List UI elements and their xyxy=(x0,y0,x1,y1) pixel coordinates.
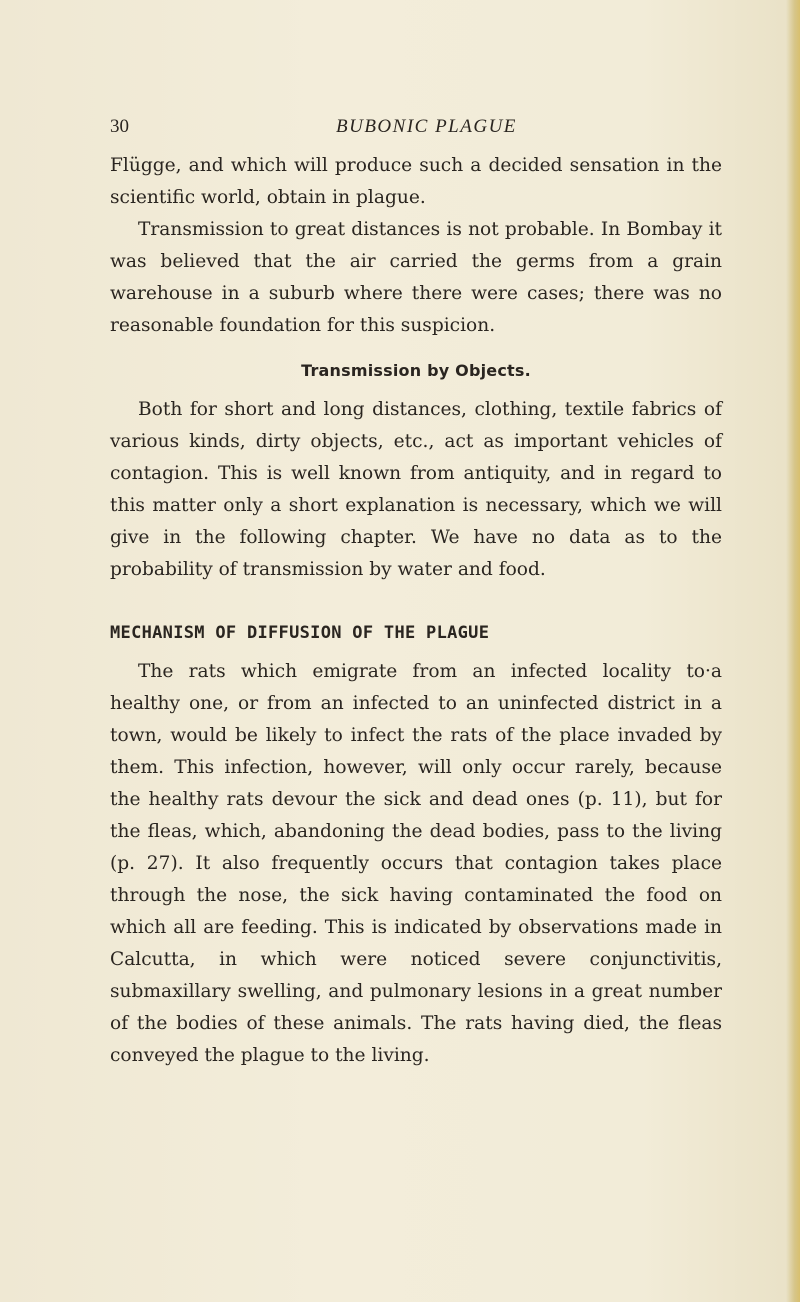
running-title: BUBONIC PLAGUE xyxy=(336,116,517,137)
page-content xyxy=(110,150,722,1072)
section-heading-mechanism: MECHANISM OF DIFFUSION OF THE PLAGUE xyxy=(110,623,490,643)
paragraph-continuation: Flügge, and which will produce such a decided sensation in the scientific world, obtain in plague. xyxy=(110,155,722,208)
paragraph-transmission-distance: Transmission to great distances is not probable. In Bombay it was believed that the air carried the germs from a grain warehouse in a suburb where there were cases; there was no reasonable foundation for this suspicion. xyxy=(110,219,722,336)
page-number: 30 xyxy=(110,116,129,137)
subheading-transmission-by-objects: Transmission by Objects. xyxy=(301,361,531,380)
page-edge xyxy=(786,0,800,1302)
running-head xyxy=(110,116,710,146)
paragraph-objects: Both for short and long distances, clothing, textile fabrics of various kinds, dirty objects, etc., act as important vehicles of contagion. This is well known from antiquity, and in regard to this matter only a short explanation is necessary, which we will give in the following chapter. We have no data as to the probability of transmission by water and food. xyxy=(110,399,722,580)
paragraph-mechanism: The rats which emigrate from an infected locality to·a healthy one, or from an infected to an uninfected district in a town, would be likely to infect the rats of the place invaded by them. This infection, however, will only occur rarely, because the healthy rats devour the sick and dead ones (p. 11), but for the fleas, which, abandoning the dead bodies, pass to the living (p. 27). It also frequently occurs that contagion takes place through the nose, the sick having contaminated the food on which all are feeding. This is indicated by observations made in Calcutta, in which were noticed severe conjunctivitis, submaxillary swelling, and pulmonary lesions in a great number of the bodies of these animals. The rats having died, the fleas conveyed the plague to the living. xyxy=(110,661,722,1066)
